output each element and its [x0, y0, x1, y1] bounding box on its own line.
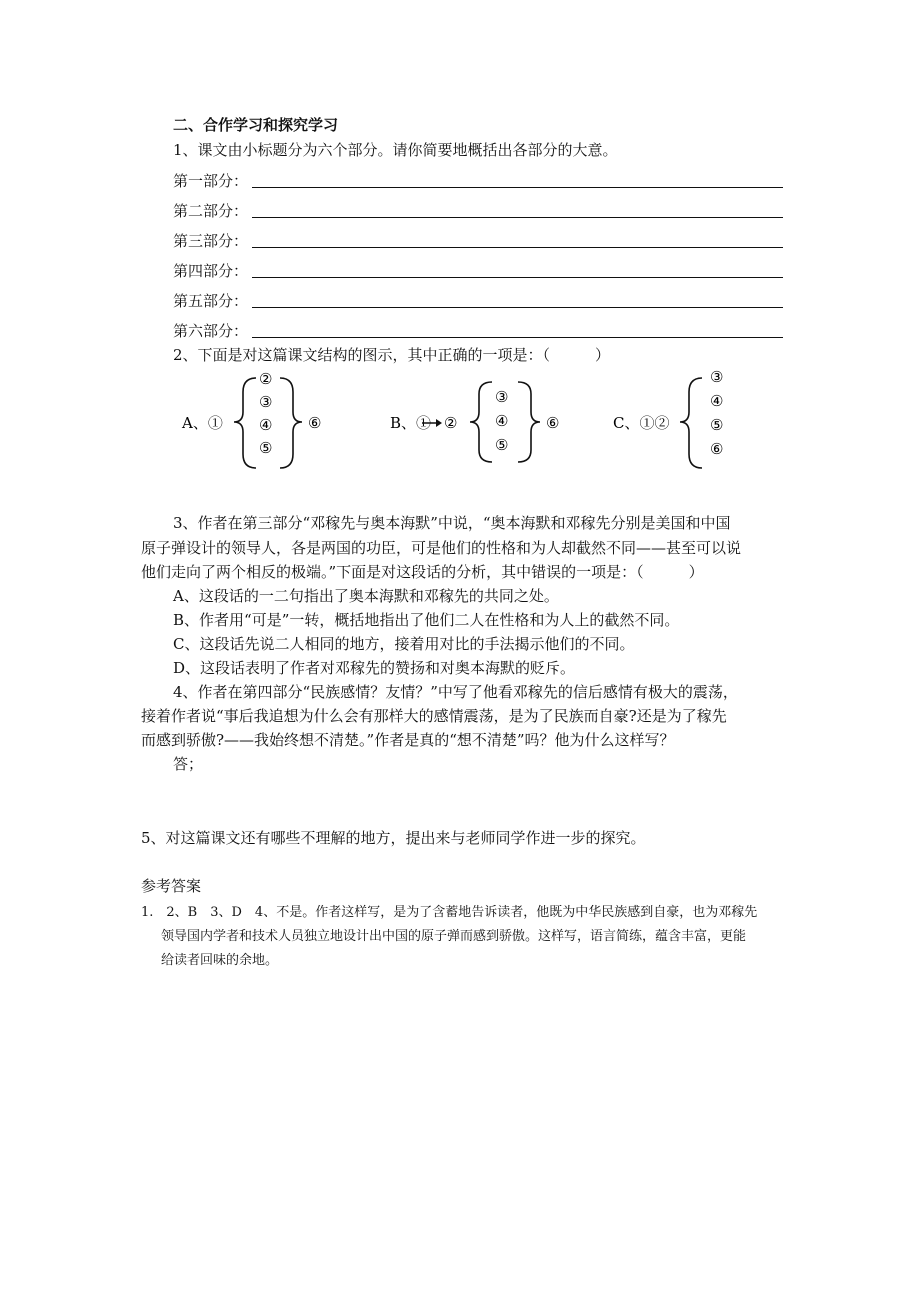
q2-option-a-item: ③: [259, 393, 273, 411]
q1-part-6-answer-line[interactable]: [252, 337, 783, 338]
q1-part-3-label: 第三部分：: [173, 232, 249, 250]
q1-part-6-label: 第六部分：: [173, 322, 249, 340]
q1-part-4-row: [173, 260, 783, 280]
answers-title: 参考答案: [141, 877, 202, 895]
q2-structure-diagrams: [170, 364, 750, 474]
q2-option-a-item: ⑤: [259, 439, 273, 457]
q1-part-5-answer-line[interactable]: [252, 307, 783, 308]
q2-option-b-item: ⑤: [495, 436, 509, 454]
q2-option-a-right-brace: [280, 378, 302, 468]
q2-option-c-item: ③: [710, 368, 724, 386]
q1-part-1-label: 第一部分：: [173, 172, 249, 190]
q2-option-a-result: ⑥: [308, 414, 322, 432]
q1-part-4-label: 第四部分：: [173, 262, 249, 280]
q5-prompt: 5、对这篇课文还有哪些不理解的地方，提出来与老师同学作进一步的探究。: [141, 829, 646, 847]
q1-part-3-answer-line[interactable]: [252, 247, 783, 248]
q2-option-a-item: ②: [259, 370, 273, 388]
q1-part-2-row: [173, 200, 783, 220]
q2-option-c-item: ④: [710, 392, 724, 410]
q1-part-1-row: [173, 170, 783, 190]
q2-option-b-label: B、①: [390, 414, 432, 432]
q1-part-6-row: [173, 320, 783, 340]
q2-option-b-left-brace: [470, 382, 492, 462]
q1-part-2-label: 第二部分：: [173, 202, 249, 220]
q2-option-a[interactable]: [181, 370, 321, 468]
q1-part-5-label: 第五部分：: [173, 292, 249, 310]
q2-option-b-mid: ②: [444, 414, 458, 432]
q1-part-3-row: [173, 230, 783, 250]
q2-option-b-item: ④: [495, 412, 509, 430]
q3-option-a[interactable]: A、这段话的一二句指出了奥本海默和邓稼先的共同之处。: [173, 587, 559, 605]
q2-option-a-item: ④: [259, 416, 273, 434]
q2-option-b-result: ⑥: [546, 414, 560, 432]
q1-part-1-answer-line[interactable]: [252, 187, 783, 188]
q2-option-c-label: C、①②: [613, 414, 670, 432]
q2-option-b-arrowhead-icon: [436, 419, 442, 427]
q2-option-a-left-brace: [234, 378, 256, 468]
q3-option-b[interactable]: B、作者用“可是”一转，概括地指出了他们二人在性格和为人上的截然不同。: [173, 611, 680, 629]
q3-text-line: 他们走向了两个相反的极端。”下面是对这段话的分析，其中错误的一项是：（ ）: [141, 563, 704, 581]
q1-prompt: 1、课文由小标题分为六个部分。请你简要地概括出各部分的大意。: [173, 141, 618, 159]
q1-part-5-row: [173, 290, 783, 310]
q4-answer-label: 答；: [173, 755, 204, 773]
answers-line: 1. 2、B 3、D 4、不是。作者这样写，是为了含蓄地告诉读者，他既为中华民族感到自豪，也为邓稼先: [141, 905, 758, 920]
answers-line: 给读者回味的余地。: [161, 953, 279, 968]
q2-option-c-item: ⑥: [710, 440, 724, 458]
q3-text-line: 原子弹设计的领导人，各是两国的功臣，可是他们的性格和为人却截然不同——甚至可以说: [141, 539, 742, 557]
q1-part-4-answer-line[interactable]: [252, 277, 783, 278]
q2-prompt: 2、下面是对这篇课文结构的图示，其中正确的一项是：（ ）: [173, 346, 611, 364]
q4-text-line: 4、作者在第四部分“民族感情？友情？”中写了他看邓稼先的信后感情有极大的震荡，: [173, 683, 738, 701]
q4-text-line: 接着作者说“事后我追想为什么会有那样大的感情震荡，是为了民族而自豪?还是为了稼先: [141, 707, 727, 725]
q2-option-b[interactable]: [390, 382, 559, 462]
q3-option-c[interactable]: C、这段话先说二人相同的地方，接着用对比的手法揭示他们的不同。: [173, 635, 635, 653]
q2-option-a-label: A、①: [182, 414, 223, 432]
q4-text-line: 而感到骄傲?——我始终想不清楚。”作者是真的“想不清楚”吗？他为什么这样写？: [141, 731, 675, 749]
q2-option-c-item: ⑤: [710, 416, 724, 434]
q2-option-c[interactable]: [613, 368, 723, 468]
q3-option-d[interactable]: D、这段话表明了作者对邓稼先的赞扬和对奥本海默的贬斥。: [173, 659, 576, 677]
q2-option-c-left-brace: [680, 378, 702, 468]
q2-option-b-right-brace: [518, 382, 540, 462]
q3-text-line: 3、作者在第三部分“邓稼先与奥本海默”中说，“奥本海默和邓稼先分别是美国和中国: [173, 514, 731, 532]
answers-line: 领导国内学者和技术人员独立地设计出中国的原子弹而感到骄傲。这样写，语言简练，蕴含丰富，更能: [161, 929, 747, 944]
q2-option-b-item: ③: [495, 388, 509, 406]
q1-part-2-answer-line[interactable]: [252, 217, 783, 218]
section-title: 二、合作学习和探究学习: [173, 116, 339, 134]
